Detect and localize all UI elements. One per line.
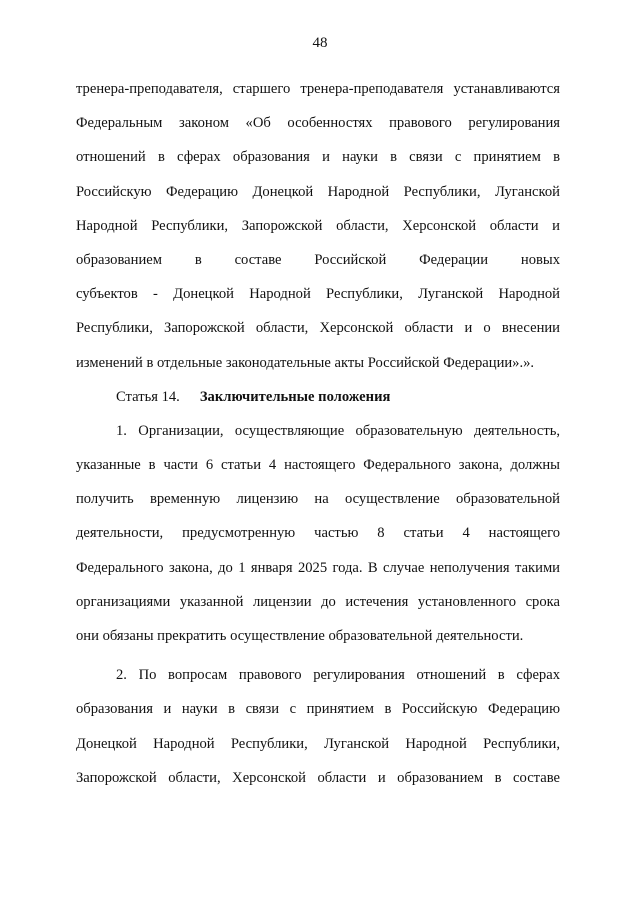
text-line: указанные в части 6 статьи 4 настоящего Федерального закона, должны bbox=[76, 457, 560, 474]
text-line: 2. По вопросам правового регулирования отношений в сферах bbox=[116, 667, 560, 684]
text-line: тренера-преподавателя, старшего тренера-преподавателя устанавливаются bbox=[76, 81, 560, 97]
text-line: деятельности, предусмотренную частью 8 статьи 4 настоящего bbox=[76, 525, 560, 542]
text-line: субъектов - Донецкой Народной Республики, Луганской Народной bbox=[76, 286, 560, 303]
text-line: Донецкой Народной Республики, Луганской Народной Республики, bbox=[76, 735, 560, 752]
text-line: организациями указанной лицензии до истечения установленного срока bbox=[76, 593, 560, 610]
text-line: Федеральным законом «Об особенностях правового регулирования bbox=[76, 115, 560, 132]
paragraph-2 bbox=[76, 658, 560, 795]
text-line: 1. Организации, осуществляющие образовательную деятельность, bbox=[116, 422, 560, 439]
paragraph-continuation bbox=[76, 72, 560, 380]
text-line: Российскую Федерацию Донецкой Народной Республики, Луганской bbox=[76, 183, 560, 200]
page-number: 48 bbox=[312, 35, 328, 51]
paragraph-1 bbox=[76, 414, 560, 653]
text-line: образования и науки в связи с принятием в Российскую Федерацию bbox=[76, 701, 560, 718]
text-line: Народной Республики, Запорожской области, Херсонской области и bbox=[76, 217, 560, 234]
text-line: Республики, Запорожской области, Херсонской области и о внесении bbox=[76, 320, 560, 337]
text-line: они обязаны прекратить осуществление образовательной деятельности. bbox=[76, 628, 524, 644]
text-line: Запорожской области, Херсонской области и образованием в составе bbox=[76, 769, 560, 786]
text-line: получить временную лицензию на осуществление образовательной bbox=[76, 491, 560, 508]
text-line: Федерального закона, до 1 января 2025 года. В случае неполучения такими bbox=[76, 559, 560, 576]
article-heading bbox=[76, 380, 560, 414]
text-line: образованием в составе Российской Федерации новых bbox=[76, 251, 560, 268]
article-label: Статья 14. bbox=[116, 388, 180, 405]
article-title: Заключительные положения bbox=[199, 388, 391, 405]
text-line: изменений в отдельные законодательные акты Российской Федерации».». bbox=[76, 354, 535, 371]
document-body bbox=[76, 72, 560, 795]
text-line: отношений в сферах образования и науки в связи с принятием в bbox=[76, 149, 560, 166]
